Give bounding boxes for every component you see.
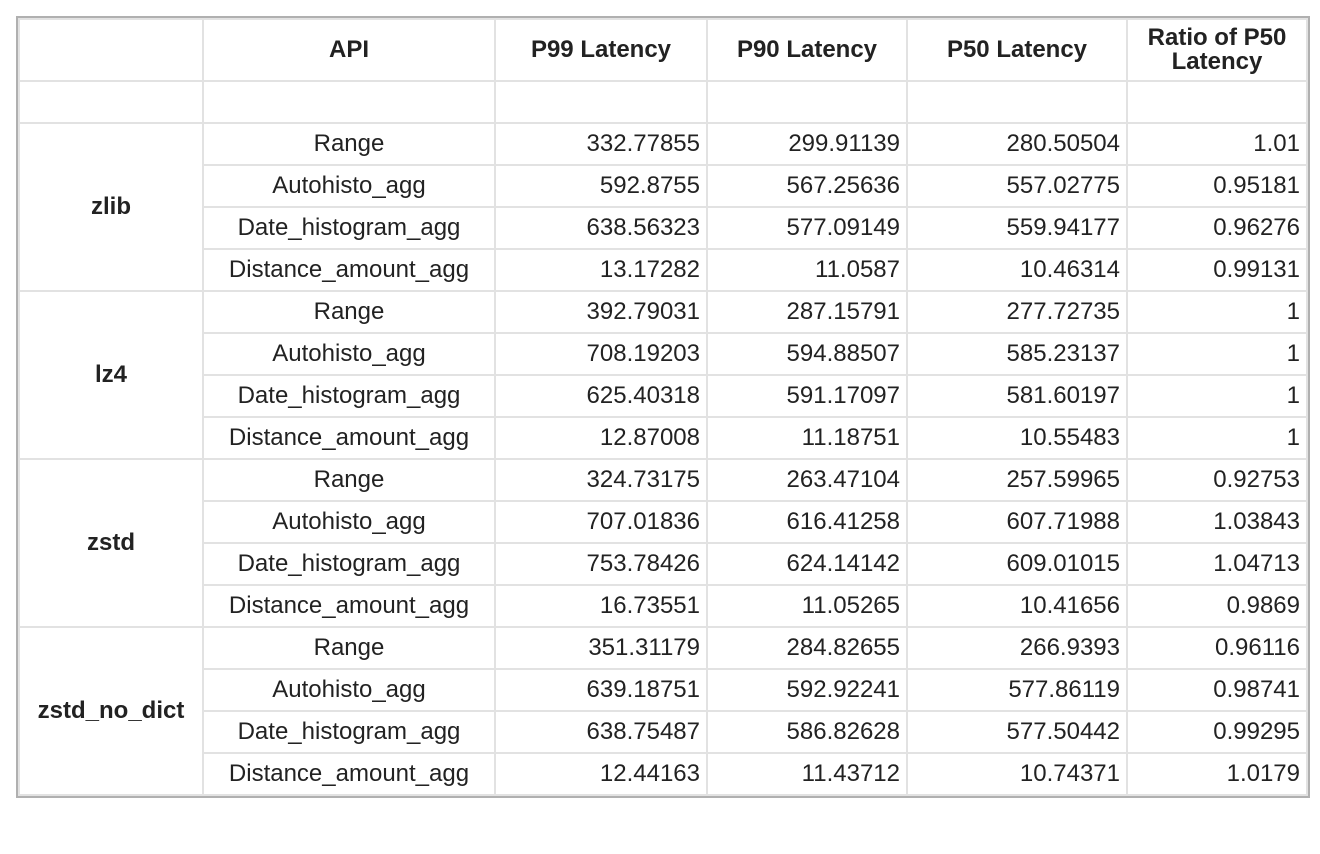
ratio-cell: 1.01 [1127,123,1307,165]
p50-cell: 577.86119 [907,669,1127,711]
table-row [19,123,1307,165]
api-cell: Date_histogram_agg [203,711,495,753]
p99-cell: 392.79031 [495,291,707,333]
header-p50: P50 Latency [907,19,1127,81]
p90-cell: 591.17097 [707,375,907,417]
api-cell: Range [203,459,495,501]
p50-cell: 557.02775 [907,165,1127,207]
p90-cell: 284.82655 [707,627,907,669]
api-cell: Autohisto_agg [203,501,495,543]
ratio-cell: 1.0179 [1127,753,1307,795]
ratio-cell: 1 [1127,291,1307,333]
ratio-cell: 1.04713 [1127,543,1307,585]
p99-cell: 639.18751 [495,669,707,711]
table-row [19,417,1307,459]
table-row [19,753,1307,795]
header-ratio: Ratio of P50 Latency [1127,19,1307,81]
ratio-cell: 1 [1127,375,1307,417]
p90-cell: 263.47104 [707,459,907,501]
p50-cell: 277.72735 [907,291,1127,333]
empty-row [19,81,1307,123]
table-row [19,249,1307,291]
p90-cell: 287.15791 [707,291,907,333]
p50-cell: 585.23137 [907,333,1127,375]
table-row [19,333,1307,375]
p50-cell: 257.59965 [907,459,1127,501]
p50-cell: 280.50504 [907,123,1127,165]
header-group [19,19,203,81]
p99-cell: 324.73175 [495,459,707,501]
p99-cell: 753.78426 [495,543,707,585]
empty-cell [707,81,907,123]
ratio-cell: 0.92753 [1127,459,1307,501]
table-row [19,375,1307,417]
p90-cell: 616.41258 [707,501,907,543]
p90-cell: 624.14142 [707,543,907,585]
api-cell: Distance_amount_agg [203,249,495,291]
api-cell: Distance_amount_agg [203,753,495,795]
table-row [19,543,1307,585]
p99-cell: 625.40318 [495,375,707,417]
api-cell: Autohisto_agg [203,333,495,375]
p99-cell: 638.56323 [495,207,707,249]
table-row [19,711,1307,753]
p99-cell: 332.77855 [495,123,707,165]
p90-cell: 586.82628 [707,711,907,753]
p90-cell: 592.92241 [707,669,907,711]
p99-cell: 592.8755 [495,165,707,207]
api-cell: Autohisto_agg [203,165,495,207]
header-api: API [203,19,495,81]
header-p99: P99 Latency [495,19,707,81]
empty-cell [907,81,1127,123]
p90-cell: 11.18751 [707,417,907,459]
p50-cell: 559.94177 [907,207,1127,249]
empty-cell [495,81,707,123]
p90-cell: 11.0587 [707,249,907,291]
ratio-cell: 1 [1127,333,1307,375]
ratio-cell: 0.99295 [1127,711,1307,753]
ratio-cell: 1 [1127,417,1307,459]
p90-cell: 11.43712 [707,753,907,795]
p90-cell: 577.09149 [707,207,907,249]
p50-cell: 10.41656 [907,585,1127,627]
table-row [19,669,1307,711]
api-cell: Distance_amount_agg [203,585,495,627]
p99-cell: 12.44163 [495,753,707,795]
p99-cell: 708.19203 [495,333,707,375]
p99-cell: 13.17282 [495,249,707,291]
p99-cell: 16.73551 [495,585,707,627]
p50-cell: 577.50442 [907,711,1127,753]
api-cell: Range [203,291,495,333]
table-row [19,165,1307,207]
empty-cell [203,81,495,123]
p50-cell: 607.71988 [907,501,1127,543]
group-label: lz4 [19,291,203,459]
group-label: zstd [19,459,203,627]
ratio-cell: 0.96116 [1127,627,1307,669]
header-p90: P90 Latency [707,19,907,81]
p99-cell: 707.01836 [495,501,707,543]
p99-cell: 638.75487 [495,711,707,753]
ratio-cell: 0.98741 [1127,669,1307,711]
empty-cell [19,81,203,123]
ratio-cell: 0.95181 [1127,165,1307,207]
p99-cell: 351.31179 [495,627,707,669]
table-row [19,585,1307,627]
p50-cell: 581.60197 [907,375,1127,417]
api-cell: Date_histogram_agg [203,375,495,417]
ratio-cell: 1.03843 [1127,501,1307,543]
group-label: zstd_no_dict [19,627,203,795]
table-row [19,459,1307,501]
api-cell: Range [203,123,495,165]
ratio-cell: 0.9869 [1127,585,1307,627]
ratio-cell: 0.96276 [1127,207,1307,249]
p90-cell: 299.91139 [707,123,907,165]
api-cell: Distance_amount_agg [203,417,495,459]
ratio-cell: 0.99131 [1127,249,1307,291]
empty-cell [1127,81,1307,123]
p99-cell: 12.87008 [495,417,707,459]
p50-cell: 266.9393 [907,627,1127,669]
api-cell: Range [203,627,495,669]
p90-cell: 11.05265 [707,585,907,627]
api-cell: Autohisto_agg [203,669,495,711]
p50-cell: 10.46314 [907,249,1127,291]
p50-cell: 10.55483 [907,417,1127,459]
latency-table [18,18,1308,796]
table-row [19,627,1307,669]
p90-cell: 567.25636 [707,165,907,207]
table-row [19,207,1307,249]
api-cell: Date_histogram_agg [203,207,495,249]
api-cell: Date_histogram_agg [203,543,495,585]
p50-cell: 609.01015 [907,543,1127,585]
p50-cell: 10.74371 [907,753,1127,795]
table-row [19,501,1307,543]
table-row [19,291,1307,333]
group-label: zlib [19,123,203,291]
p90-cell: 594.88507 [707,333,907,375]
header-row [19,19,1307,81]
